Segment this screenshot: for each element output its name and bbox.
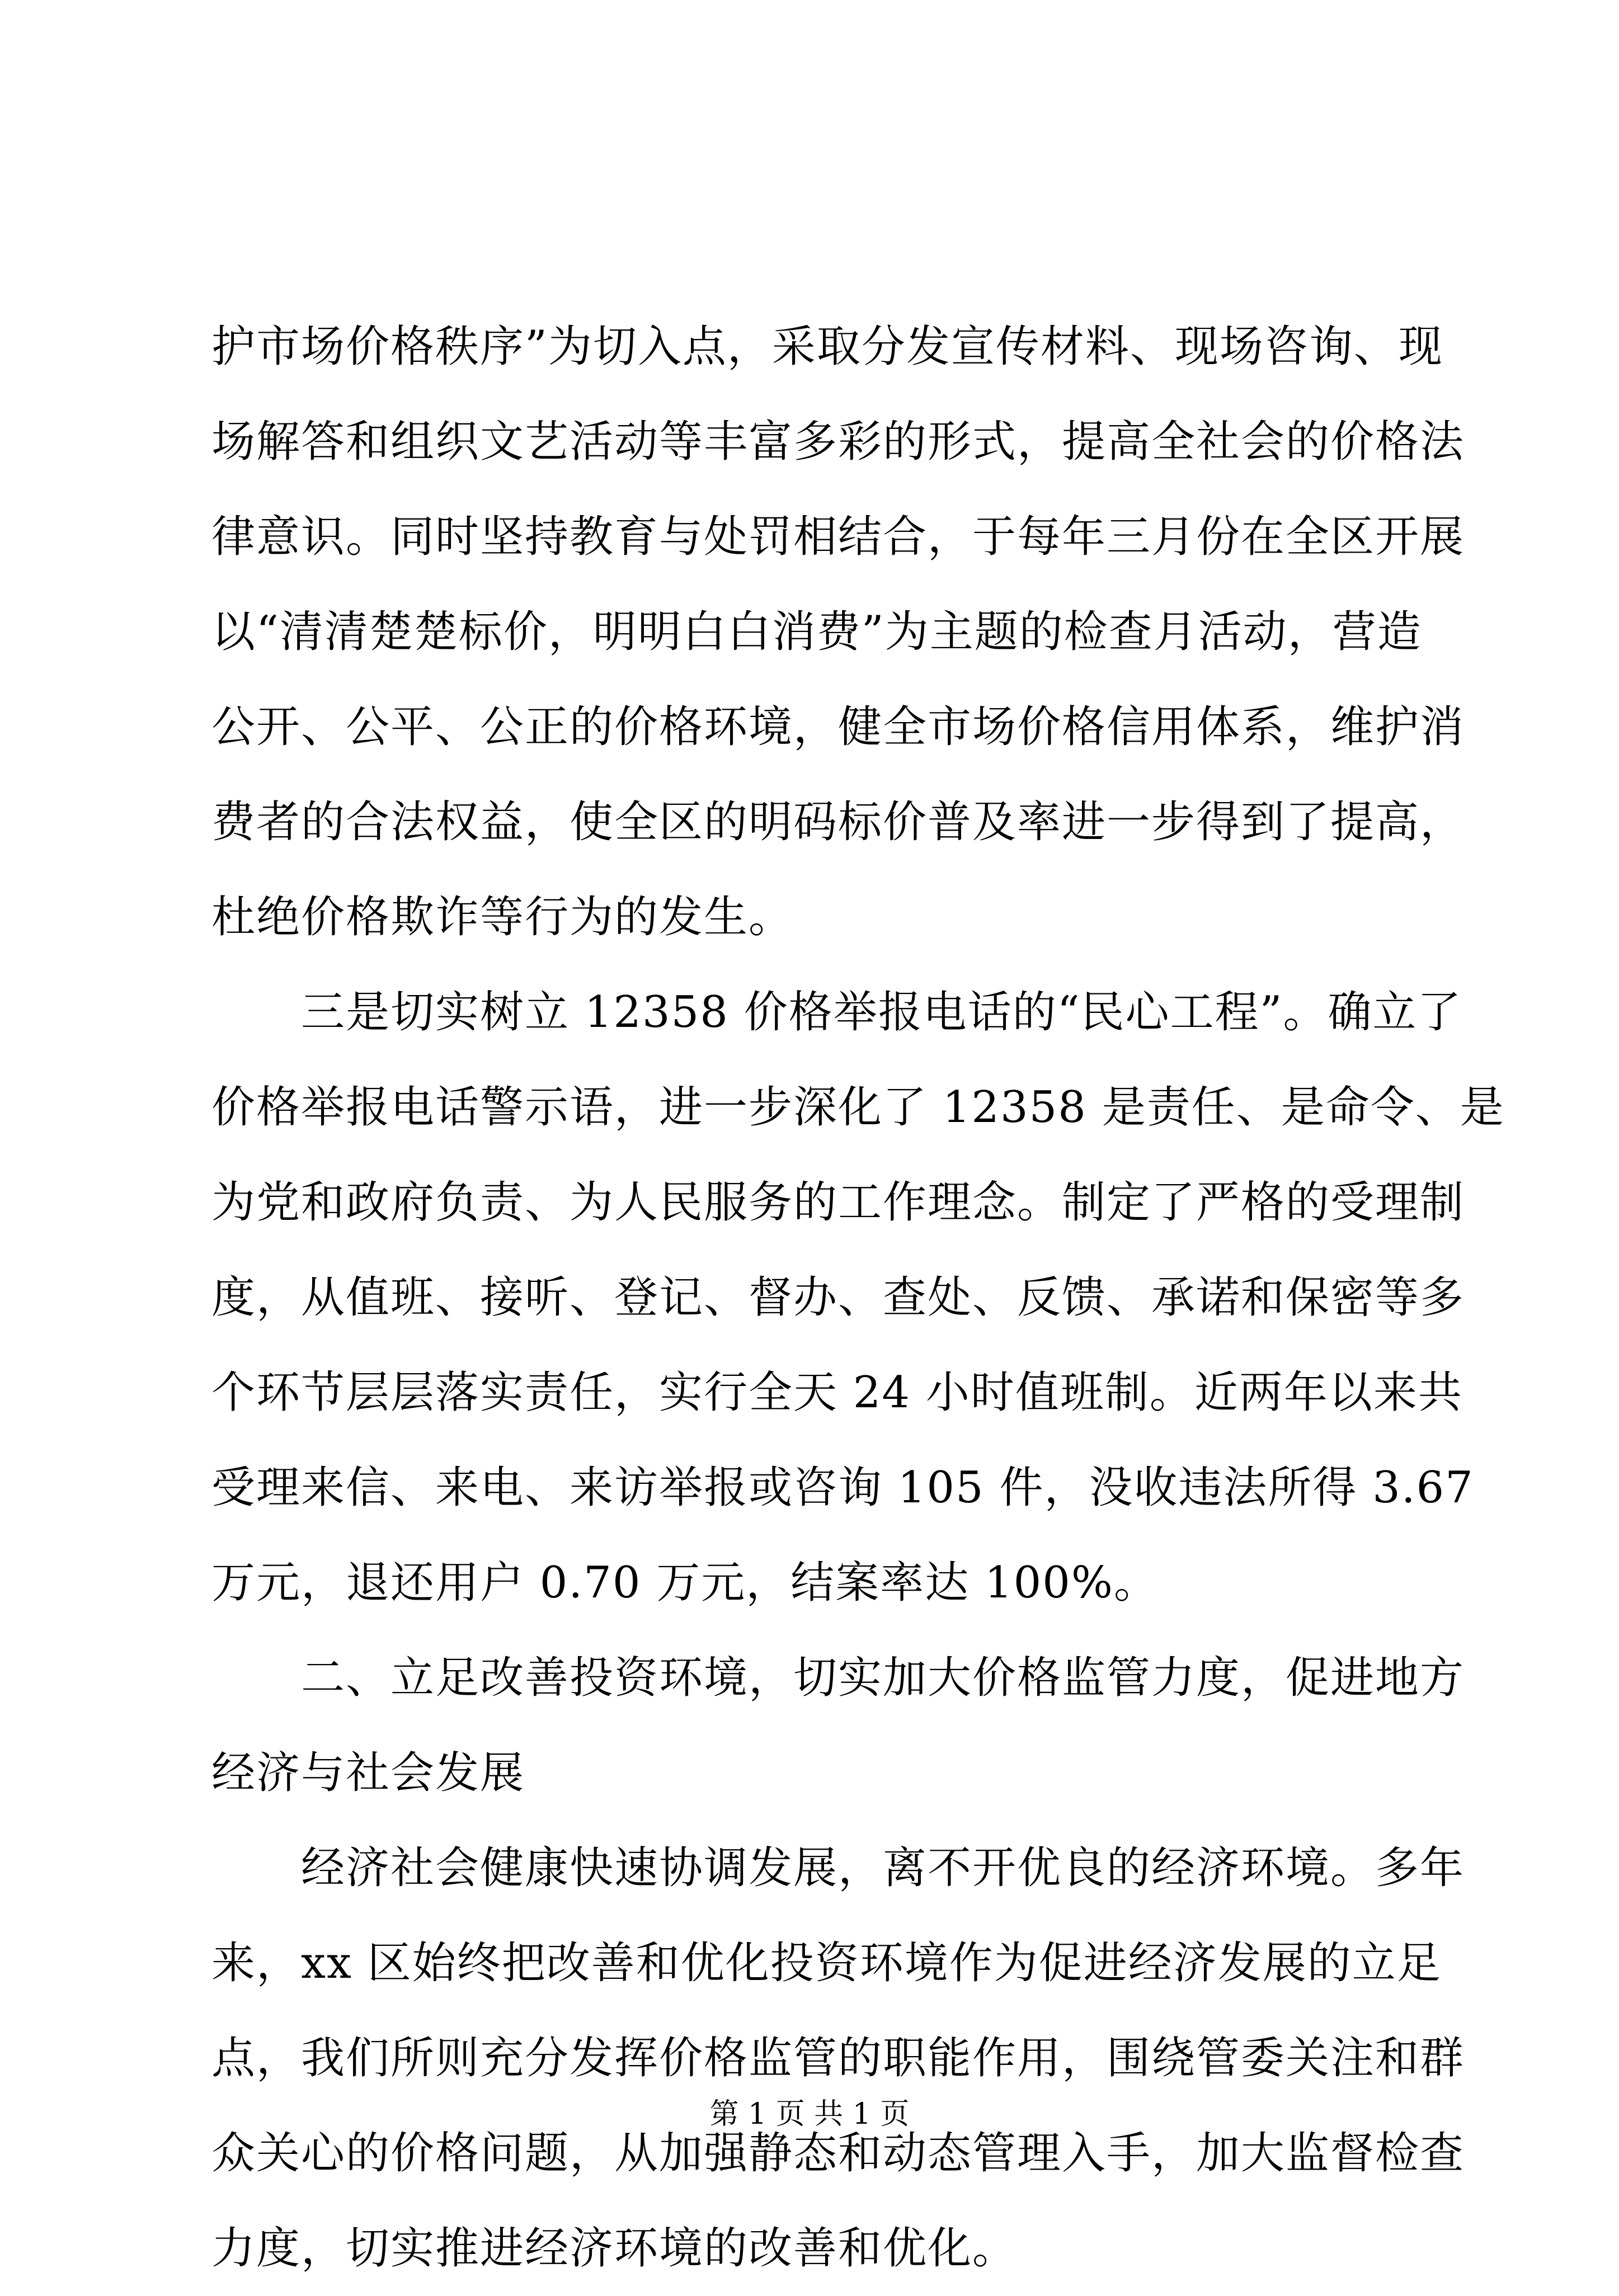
section-heading: 二、立足改善投资环境，切实加大价格监管力度，促进地方	[301, 1653, 1465, 1703]
paragraph-first-line: 经济社会健康快速协调发展，离不开优良的经济环境。多年	[301, 1843, 1465, 1893]
text-line: 杜绝价格欺诈等行为的发生。	[211, 892, 794, 942]
text-line: 场解答和组织文艺活动等丰富多彩的形式，提高全社会的价格法	[211, 417, 1465, 467]
text-line: 护市场价格秩序”为切入点，采取分发宣传材料、现场咨询、现	[211, 322, 1443, 372]
page-footer: 第 1 页 共 1 页	[709, 2097, 910, 2131]
text-line: 为党和政府负责、为人民服务的工作理念。制定了严格的受理制	[211, 1177, 1465, 1228]
text-line: 力度，切实推进经济环境的改善和优化。	[211, 2223, 1018, 2274]
text-line: 受理来信、来电、来访举报或咨询 105 件，没收违法所得 3.67	[211, 1463, 1474, 1513]
paragraph-first-line: 三是切实树立 12358 价格举报电话的“民心工程”。确立了	[301, 987, 1462, 1038]
body-text	[211, 299, 1505, 2296]
text-line: 来，xx 区始终把改善和优化投资环境作为促进经济发展的立足	[211, 1938, 1442, 1988]
text-line: 价格举报电话警示语，进一步深化了 12358 是责任、是命令、是	[211, 1082, 1505, 1133]
section-heading-continued: 经济与社会发展	[211, 1748, 525, 1798]
text-line: 费者的合法权益，使全区的明码标价普及率进一步得到了提高，	[211, 797, 1465, 847]
text-line: 个环节层层落实责任，实行全天 24 小时值班制。近两年以来共	[211, 1368, 1463, 1418]
text-line: 律意识。同时坚持教育与处罚相结合，于每年三月份在全区开展	[211, 512, 1465, 562]
text-line: 众关心的价格问题，从加强静态和动态管理入手，加大监督检查	[211, 2128, 1465, 2179]
text-line: 公开、公平、公正的价格环境，健全市场价格信用体系，维护消	[211, 702, 1465, 752]
text-line: 万元，退还用户 0.70 万元，结案率达 100%。	[211, 1558, 1159, 1608]
text-line: 点，我们所则充分发挥价格监管的职能作用，围绕管委关注和群	[211, 2033, 1465, 2083]
text-line: 以“清清楚楚标价，明明白白消费”为主题的检查月活动，营造	[211, 607, 1422, 657]
text-line: 度，从值班、接听、登记、督办、查处、反馈、承诺和保密等多	[211, 1272, 1465, 1323]
